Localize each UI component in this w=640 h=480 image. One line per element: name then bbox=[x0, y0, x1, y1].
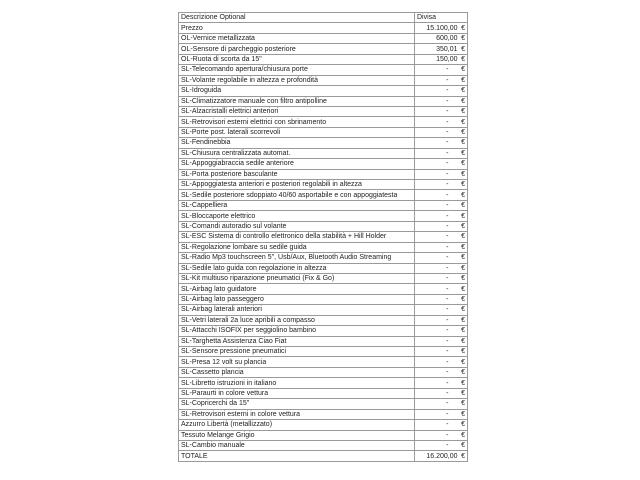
item-price: - bbox=[415, 96, 459, 106]
table-row bbox=[179, 367, 468, 377]
table-row bbox=[179, 315, 468, 325]
header-currency: Divisa bbox=[415, 13, 468, 23]
item-currency-symbol: € bbox=[459, 294, 468, 304]
item-description: SL-Cappelliera bbox=[179, 200, 415, 210]
item-currency-symbol: € bbox=[459, 190, 468, 200]
item-description: SL-Libretto istruzioni in italiano bbox=[179, 378, 415, 388]
item-currency-symbol: € bbox=[459, 388, 468, 398]
item-price: - bbox=[415, 273, 459, 283]
item-description: SL-Vetri laterali 2a luce apribili a compasso bbox=[179, 315, 415, 325]
item-price: - bbox=[415, 253, 459, 263]
table-row bbox=[179, 96, 468, 106]
item-currency-symbol: € bbox=[459, 221, 468, 231]
item-currency-symbol: € bbox=[459, 378, 468, 388]
item-currency-symbol: € bbox=[459, 347, 468, 357]
item-price: - bbox=[415, 388, 459, 398]
item-description: SL-Porte post. laterali scorrevoli bbox=[179, 127, 415, 137]
item-currency-symbol: € bbox=[459, 336, 468, 346]
item-currency-symbol: € bbox=[459, 242, 468, 252]
item-currency-symbol: € bbox=[459, 273, 468, 283]
item-currency-symbol: € bbox=[459, 96, 468, 106]
table-row bbox=[179, 399, 468, 409]
item-description: SL-Copricerchi da 15" bbox=[179, 399, 415, 409]
table-row bbox=[179, 253, 468, 263]
table-row bbox=[179, 273, 468, 283]
table-row bbox=[179, 211, 468, 221]
item-price: - bbox=[415, 169, 459, 179]
item-price: - bbox=[415, 148, 459, 158]
item-price: - bbox=[415, 159, 459, 169]
item-description: SL-Airbag lato passeggero bbox=[179, 294, 415, 304]
item-price: - bbox=[415, 263, 459, 273]
item-price: - bbox=[415, 420, 459, 430]
header-row bbox=[179, 13, 468, 23]
item-description: SL-Attacchi ISOFIX per seggiolino bambino bbox=[179, 326, 415, 336]
item-price: 15.100,00 bbox=[415, 23, 459, 33]
table-row bbox=[179, 305, 468, 315]
item-currency-symbol: € bbox=[459, 263, 468, 273]
item-description: SL-Regolazione lombare su sedile guida bbox=[179, 242, 415, 252]
item-price: - bbox=[415, 284, 459, 294]
item-description: SL-Fendinebbia bbox=[179, 138, 415, 148]
table-row bbox=[179, 44, 468, 54]
item-price: - bbox=[415, 117, 459, 127]
item-price: - bbox=[415, 221, 459, 231]
table-row bbox=[179, 200, 468, 210]
item-price: - bbox=[415, 65, 459, 75]
item-description: SL-Cambio manuale bbox=[179, 440, 415, 450]
table-row bbox=[179, 127, 468, 137]
item-currency-symbol: € bbox=[459, 23, 468, 33]
item-description: SL-Chiusura centralizzata automat. bbox=[179, 148, 415, 158]
item-currency-symbol: € bbox=[459, 315, 468, 325]
item-price: - bbox=[415, 232, 459, 242]
item-currency-symbol: € bbox=[459, 420, 468, 430]
item-currency-symbol: € bbox=[459, 117, 468, 127]
item-currency-symbol: € bbox=[459, 86, 468, 96]
item-description: SL-Kit multiuso riparazione pneumatici (Fix & Go) bbox=[179, 273, 415, 283]
item-price: - bbox=[415, 305, 459, 315]
item-description: SL-Appoggiabraccia sedile anteriore bbox=[179, 159, 415, 169]
table-row bbox=[179, 169, 468, 179]
item-price: - bbox=[415, 367, 459, 377]
table-row bbox=[179, 180, 468, 190]
item-price: - bbox=[415, 86, 459, 96]
table-row bbox=[179, 159, 468, 169]
table-row bbox=[179, 294, 468, 304]
item-description: SL-Targhetta Assistenza Ciao Fiat bbox=[179, 336, 415, 346]
table-row bbox=[179, 388, 468, 398]
table-row bbox=[179, 440, 468, 450]
total-currency-symbol: € bbox=[459, 451, 468, 461]
item-currency-symbol: € bbox=[459, 211, 468, 221]
item-currency-symbol: € bbox=[459, 44, 468, 54]
item-currency-symbol: € bbox=[459, 430, 468, 440]
table-row bbox=[179, 420, 468, 430]
item-price: - bbox=[415, 200, 459, 210]
item-description: SL-Radio Mp3 touchscreen 5", Usb/Aux, Bluetooth Audio Streaming bbox=[179, 253, 415, 263]
optional-price-table bbox=[178, 12, 468, 462]
item-description: Prezzo bbox=[179, 23, 415, 33]
table-row bbox=[179, 347, 468, 357]
item-currency-symbol: € bbox=[459, 305, 468, 315]
table-row bbox=[179, 336, 468, 346]
item-description: SL-Sensore pressione pneumatici bbox=[179, 347, 415, 357]
table-row bbox=[179, 117, 468, 127]
item-currency-symbol: € bbox=[459, 200, 468, 210]
table-row bbox=[179, 54, 468, 64]
item-price: - bbox=[415, 315, 459, 325]
item-price: 150,00 bbox=[415, 54, 459, 64]
table-row bbox=[179, 75, 468, 85]
table-row bbox=[179, 138, 468, 148]
item-currency-symbol: € bbox=[459, 253, 468, 263]
item-price: - bbox=[415, 430, 459, 440]
item-description: SL-Sedile posteriore sdoppiato 40/60 asportabile e con appoggiatesta bbox=[179, 190, 415, 200]
item-price: - bbox=[415, 138, 459, 148]
item-description: SL-Sedile lato guida con regolazione in altezza bbox=[179, 263, 415, 273]
item-currency-symbol: € bbox=[459, 65, 468, 75]
item-description: SL-Bloccaporte elettrico bbox=[179, 211, 415, 221]
item-currency-symbol: € bbox=[459, 127, 468, 137]
item-description: SL-Presa 12 volt su plancia bbox=[179, 357, 415, 367]
item-price: - bbox=[415, 440, 459, 450]
table-row bbox=[179, 232, 468, 242]
header-description: Descrizione Optional bbox=[179, 13, 415, 23]
item-currency-symbol: € bbox=[459, 106, 468, 116]
item-currency-symbol: € bbox=[459, 138, 468, 148]
item-description: SL-Telecomando apertura/chiusura porte bbox=[179, 65, 415, 75]
item-description: Tessuto Melange Grigio bbox=[179, 430, 415, 440]
item-currency-symbol: € bbox=[459, 367, 468, 377]
table-row bbox=[179, 430, 468, 440]
item-price: - bbox=[415, 75, 459, 85]
item-description: SL-Paraurti in colore vettura bbox=[179, 388, 415, 398]
item-currency-symbol: € bbox=[459, 326, 468, 336]
item-price: - bbox=[415, 347, 459, 357]
item-description: OL-Ruota di scorta da 15" bbox=[179, 54, 415, 64]
item-price: - bbox=[415, 190, 459, 200]
item-currency-symbol: € bbox=[459, 159, 468, 169]
table-row bbox=[179, 326, 468, 336]
total-amount: 16.200,00 bbox=[415, 451, 459, 461]
table-row bbox=[179, 357, 468, 367]
item-currency-symbol: € bbox=[459, 284, 468, 294]
item-description: OL-Sensore di parcheggio posteriore bbox=[179, 44, 415, 54]
table-row bbox=[179, 263, 468, 273]
item-currency-symbol: € bbox=[459, 33, 468, 43]
item-description: SL-Comandi autoradio sul volante bbox=[179, 221, 415, 231]
item-price: - bbox=[415, 211, 459, 221]
item-description: SL-ESC Sistema di controllo elettronico della stabilità + Hill Holder bbox=[179, 232, 415, 242]
table-row bbox=[179, 65, 468, 75]
table-row bbox=[179, 106, 468, 116]
item-price: - bbox=[415, 409, 459, 419]
total-row bbox=[179, 451, 468, 461]
item-description: SL-Airbag lato guidatore bbox=[179, 284, 415, 294]
item-currency-symbol: € bbox=[459, 169, 468, 179]
item-currency-symbol: € bbox=[459, 180, 468, 190]
item-description: SL-Airbag laterali anteriori bbox=[179, 305, 415, 315]
item-price: 350,01 bbox=[415, 44, 459, 54]
item-description: SL-Porta posteriore basculante bbox=[179, 169, 415, 179]
item-currency-symbol: € bbox=[459, 409, 468, 419]
table-row bbox=[179, 86, 468, 96]
table-row bbox=[179, 33, 468, 43]
item-description: SL-Cassetto plancia bbox=[179, 367, 415, 377]
item-price: - bbox=[415, 378, 459, 388]
item-description: SL-Climatizzatore manuale con filtro antipolline bbox=[179, 96, 415, 106]
item-price: - bbox=[415, 294, 459, 304]
item-currency-symbol: € bbox=[459, 232, 468, 242]
item-price: - bbox=[415, 357, 459, 367]
item-price: - bbox=[415, 127, 459, 137]
item-description: SL-Retrovisori esterni in colore vettura bbox=[179, 409, 415, 419]
item-price: - bbox=[415, 242, 459, 252]
item-description: SL-Alzacristalli elettrici anteriori bbox=[179, 106, 415, 116]
table-row bbox=[179, 190, 468, 200]
table-row bbox=[179, 148, 468, 158]
table-row bbox=[179, 221, 468, 231]
table-row bbox=[179, 23, 468, 33]
total-label: TOTALE bbox=[179, 451, 415, 461]
item-currency-symbol: € bbox=[459, 75, 468, 85]
item-currency-symbol: € bbox=[459, 357, 468, 367]
table-body bbox=[179, 13, 468, 451]
item-description: SL-Idroguida bbox=[179, 86, 415, 96]
item-description: SL-Appoggiatesta anteriori e posteriori regolabili in altezza bbox=[179, 180, 415, 190]
item-currency-symbol: € bbox=[459, 148, 468, 158]
item-description: OL-Vernice metallizzata bbox=[179, 33, 415, 43]
item-description: SL-Volante regolabile in altezza e profondità bbox=[179, 75, 415, 85]
table-row bbox=[179, 284, 468, 294]
item-price: - bbox=[415, 336, 459, 346]
table-row bbox=[179, 409, 468, 419]
item-currency-symbol: € bbox=[459, 440, 468, 450]
item-price: 600,00 bbox=[415, 33, 459, 43]
item-price: - bbox=[415, 399, 459, 409]
table-row bbox=[179, 378, 468, 388]
item-currency-symbol: € bbox=[459, 399, 468, 409]
item-price: - bbox=[415, 106, 459, 116]
item-price: - bbox=[415, 180, 459, 190]
item-description: SL-Retrovisori esterni elettrici con sbrinamento bbox=[179, 117, 415, 127]
item-description: Azzurro Libertà (metallizzato) bbox=[179, 420, 415, 430]
item-price: - bbox=[415, 326, 459, 336]
item-currency-symbol: € bbox=[459, 54, 468, 64]
table-row bbox=[179, 242, 468, 252]
